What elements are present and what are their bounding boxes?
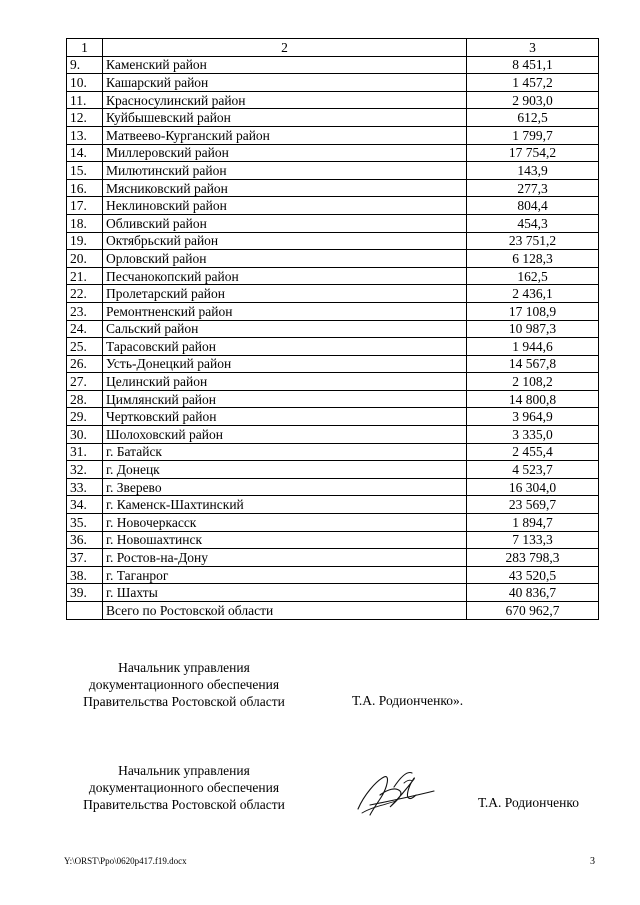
district-name-cell: г. Каменск-Шахтинский [103, 496, 467, 514]
district-name-cell: Усть-Донецкий район [103, 355, 467, 373]
row-number-cell: 16. [67, 179, 103, 197]
table-row [67, 514, 599, 532]
row-number-cell: 12. [67, 109, 103, 127]
district-name-cell: Каменский район [103, 56, 467, 74]
table-row [67, 197, 599, 215]
table-row [67, 355, 599, 373]
district-name-cell: г. Шахты [103, 584, 467, 602]
value-cell: 277,3 [467, 179, 599, 197]
district-name-cell: Ремонтненский район [103, 302, 467, 320]
position-line: документационного обеспечения [88, 677, 280, 692]
value-cell: 23 569,7 [467, 496, 599, 514]
table-row [67, 390, 599, 408]
handwritten-signature [350, 765, 440, 821]
table-row [67, 214, 599, 232]
value-cell: 3 335,0 [467, 426, 599, 444]
value-cell: 10 987,3 [467, 320, 599, 338]
row-number-cell: 21. [67, 267, 103, 285]
data-table [66, 38, 599, 620]
total-label-cell: Всего по Ростовской области [103, 602, 467, 620]
district-name-cell: Чертковский район [103, 408, 467, 426]
district-name-cell: Обливский район [103, 214, 467, 232]
row-number-cell: 11. [67, 91, 103, 109]
row-number-cell: 24. [67, 320, 103, 338]
row-number-cell: 10. [67, 74, 103, 92]
table-row [67, 179, 599, 197]
row-number-cell: 27. [67, 373, 103, 391]
table-row [67, 232, 599, 250]
table-row [67, 426, 599, 444]
header-cell-value: 3 [467, 39, 599, 57]
value-cell: 612,5 [467, 109, 599, 127]
row-number-cell: 19. [67, 232, 103, 250]
table-row [67, 408, 599, 426]
district-name-cell: Сальский район [103, 320, 467, 338]
row-number-cell: 31. [67, 443, 103, 461]
table-row [67, 56, 599, 74]
district-name-cell: Матвеево-Курганский район [103, 126, 467, 144]
page-number: 3 [590, 856, 595, 867]
row-number-cell: 36. [67, 531, 103, 549]
table-row [67, 320, 599, 338]
district-name-cell: Неклиновский район [103, 197, 467, 215]
position-line: Правительства Ростовской области [83, 694, 285, 709]
district-name-cell: Октябрьский район [103, 232, 467, 250]
value-cell: 43 520,5 [467, 566, 599, 584]
district-name-cell: г. Новошахтинск [103, 531, 467, 549]
value-cell: 40 836,7 [467, 584, 599, 602]
row-number-cell: 22. [67, 285, 103, 303]
district-name-cell: Тарасовский район [103, 338, 467, 356]
row-number-cell: 25. [67, 338, 103, 356]
header-cell-num: 1 [67, 39, 103, 57]
row-number-cell: 30. [67, 426, 103, 444]
row-number-cell: 29. [67, 408, 103, 426]
table-row [67, 461, 599, 479]
signatory-name-2: Т.А. Родионченко [478, 795, 579, 810]
table-row [67, 373, 599, 391]
table-row [67, 302, 599, 320]
value-cell: 7 133,3 [467, 531, 599, 549]
row-number-cell: 26. [67, 355, 103, 373]
district-name-cell: Цимлянский район [103, 390, 467, 408]
value-cell: 4 523,7 [467, 461, 599, 479]
district-name-cell: Кашарский район [103, 74, 467, 92]
table-row [67, 566, 599, 584]
table-row [67, 285, 599, 303]
signature-block-2 [64, 762, 304, 813]
row-number-cell: 13. [67, 126, 103, 144]
row-number-cell: 38. [67, 566, 103, 584]
value-cell: 2 108,2 [467, 373, 599, 391]
value-cell: 283 798,3 [467, 549, 599, 567]
district-name-cell: Куйбышевский район [103, 109, 467, 127]
value-cell: 17 108,9 [467, 302, 599, 320]
table-row [67, 74, 599, 92]
row-number-cell: 20. [67, 250, 103, 268]
table-row [67, 126, 599, 144]
value-cell: 1 944,6 [467, 338, 599, 356]
district-name-cell: Красносулинский район [103, 91, 467, 109]
signatory-name-1: Т.А. Родионченко». [352, 693, 464, 708]
row-number-cell: 37. [67, 549, 103, 567]
value-cell: 2 903,0 [467, 91, 599, 109]
table-row [67, 584, 599, 602]
district-name-cell: г. Батайск [103, 443, 467, 461]
district-name-cell: г. Новочеркасск [103, 514, 467, 532]
position-line: Правительства Ростовской области [83, 797, 285, 812]
value-cell: 17 754,2 [467, 144, 599, 162]
row-number-cell: 15. [67, 162, 103, 180]
district-name-cell: Целинский район [103, 373, 467, 391]
row-number-cell: 17. [67, 197, 103, 215]
position-line: документационного обеспечения [88, 780, 280, 795]
row-number-cell: 28. [67, 390, 103, 408]
value-cell: 804,4 [467, 197, 599, 215]
district-name-cell: г. Ростов-на-Дону [103, 549, 467, 567]
row-number-cell: 33. [67, 478, 103, 496]
row-number-cell: 35. [67, 514, 103, 532]
table-row [67, 144, 599, 162]
value-cell: 6 128,3 [467, 250, 599, 268]
table-row [67, 443, 599, 461]
row-number-cell: 18. [67, 214, 103, 232]
table-row [67, 91, 599, 109]
row-number-cell: 23. [67, 302, 103, 320]
district-name-cell: Пролетарский район [103, 285, 467, 303]
table-row [67, 496, 599, 514]
district-name-cell: Шолоховский район [103, 426, 467, 444]
row-number-cell: 9. [67, 56, 103, 74]
district-name-cell: Милютинский район [103, 162, 467, 180]
value-cell: 14 800,8 [467, 390, 599, 408]
row-number-cell: 34. [67, 496, 103, 514]
file-path: Y:\ORST\Ppo\0620p417.f19.docx [64, 856, 187, 866]
value-cell: 1 457,2 [467, 74, 599, 92]
row-number-cell: 32. [67, 461, 103, 479]
district-name-cell: Песчанокопский район [103, 267, 467, 285]
district-name-cell: г. Зверево [103, 478, 467, 496]
table-row [67, 478, 599, 496]
value-cell: 2 436,1 [467, 285, 599, 303]
total-value-cell: 670 962,7 [467, 602, 599, 620]
value-cell: 2 455,4 [467, 443, 599, 461]
district-name-cell: Миллеровский район [103, 144, 467, 162]
district-name-cell: г. Таганрог [103, 566, 467, 584]
district-name-cell: Мясниковский район [103, 179, 467, 197]
value-cell: 23 751,2 [467, 232, 599, 250]
district-name-cell: Орловский район [103, 250, 467, 268]
row-number-cell: 14. [67, 144, 103, 162]
value-cell: 1 894,7 [467, 514, 599, 532]
total-row [67, 602, 599, 620]
table-row [67, 109, 599, 127]
signature-block-1 [64, 659, 304, 710]
value-cell: 16 304,0 [467, 478, 599, 496]
table-row [67, 549, 599, 567]
value-cell: 14 567,8 [467, 355, 599, 373]
value-cell: 162,5 [467, 267, 599, 285]
value-cell: 1 799,7 [467, 126, 599, 144]
row-number-cell: 39. [67, 584, 103, 602]
position-line: Начальник управления [118, 763, 250, 778]
table-row [67, 531, 599, 549]
value-cell: 143,9 [467, 162, 599, 180]
value-cell: 8 451,1 [467, 56, 599, 74]
table-row [67, 250, 599, 268]
table-row [67, 338, 599, 356]
value-cell: 3 964,9 [467, 408, 599, 426]
header-row [67, 39, 599, 57]
table-row [67, 267, 599, 285]
district-name-cell: г. Донецк [103, 461, 467, 479]
value-cell: 454,3 [467, 214, 599, 232]
total-empty-cell [67, 602, 103, 620]
position-line: Начальник управления [118, 660, 250, 675]
header-cell-name: 2 [103, 39, 467, 57]
table-row [67, 162, 599, 180]
